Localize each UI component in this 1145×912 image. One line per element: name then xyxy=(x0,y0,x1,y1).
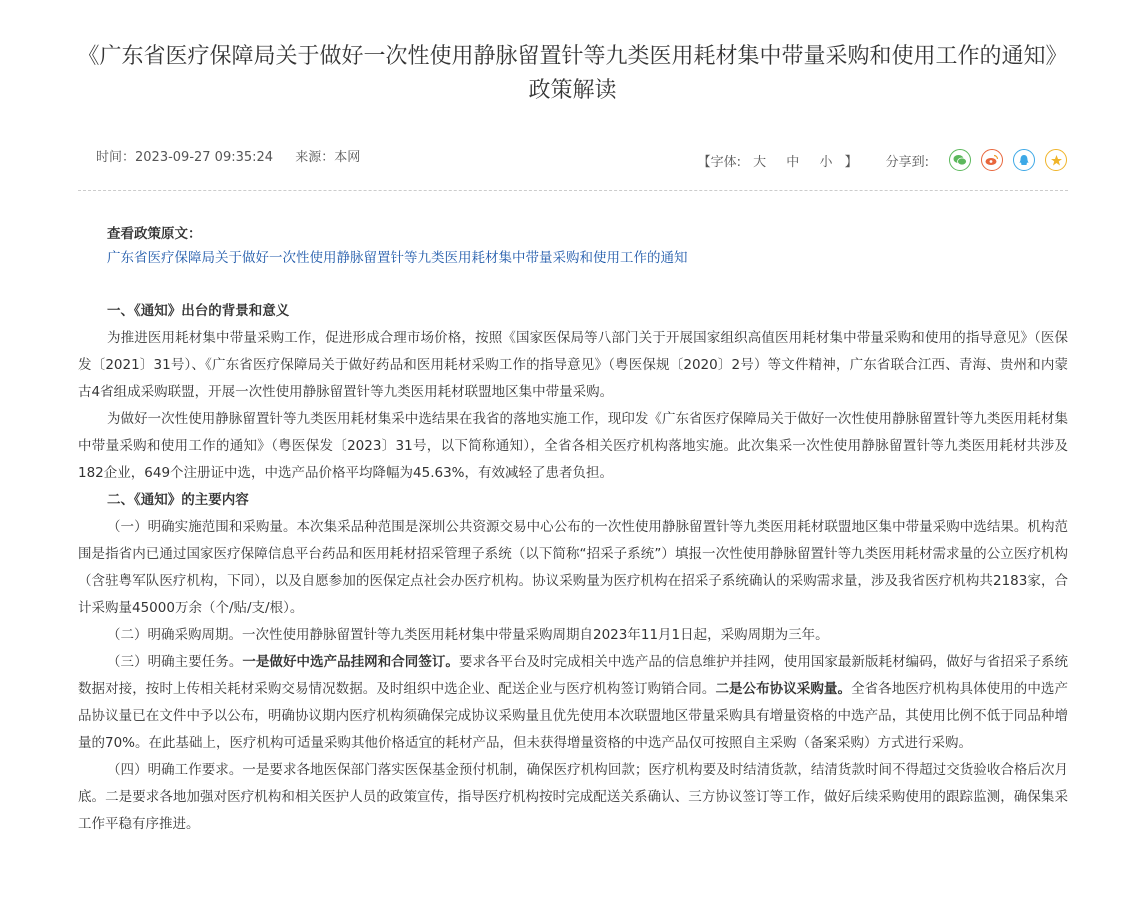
font-size-label-close: 】 xyxy=(844,154,858,170)
task-two-text: 全省各地医疗机构具体使用的中选产品协议量已在文件中予以公布，明确协议期内医疗机构须确保完成协议采购量且优先使用本次联盟地区带量采购具有增量资格的中选产品，其使用比例不低于同品种增量的70%。在此基础上，医疗机构可适量采购其他价格适宜的耗材产品，但未获得增量资格的中选产品仅可按照自主采购（备案采购）方式进行采购。 xyxy=(78,681,1068,751)
font-size-label: 【字体: xyxy=(697,154,741,170)
article-tools xyxy=(698,149,1067,171)
font-size-medium-button[interactable]: 中 xyxy=(786,154,800,170)
article-body xyxy=(78,222,1068,838)
weibo-icon[interactable] xyxy=(981,149,1003,171)
section-1-paragraph-1: 为推进医用耗材集中带量采购工作，促进形成合理市场价格，按照《国家医保局等八部门关于开展国家组织高值医用耗材集中带量采购和使用的指导意见》（医保发〔2021〕31号）、《广东省医疗保障局关于做好药品和医用耗材采购工作的指导意见》（粤医保规〔2020〕2号）等文件精神，广东省联合江西、青海、贵州和内蒙古4省组成采购联盟，开展一次性使用静脉留置针等九类医用耗材联盟地区集中带量采购。 xyxy=(78,330,1068,400)
font-size-small-button[interactable]: 小 xyxy=(819,154,833,170)
spacer xyxy=(78,270,1068,298)
header-divider xyxy=(78,190,1068,191)
qzone-icon[interactable] xyxy=(1045,149,1067,171)
section-1-paragraph-2: 为做好一次性使用静脉留置针等九类医用耗材集采中选结果在我省的落地实施工作，现印发《广东省医疗保障局关于做好一次性使用静脉留置针等九类医用耗材集中带量采购和使用工作的通知》（粤医保发〔2023〕31号，以下简称通知），全省各相关医疗机构落地实施。此次集采一次性使用静脉留置针等九类医用耗材共涉及182企业，649个注册证中选，中选产品价格平均降幅为45.63%，有效减轻了患者负担。 xyxy=(78,411,1068,481)
section-2-paragraph-2: （二）明确采购周期。一次性使用静脉留置针等九类医用耗材集中带量采购周期自2023年11月1日起，采购周期为三年。 xyxy=(107,627,829,643)
original-text-link[interactable]: 广东省医疗保障局关于做好一次性使用静脉留置针等九类医用耗材集中带量采购和使用工作的通知 xyxy=(107,250,688,266)
section-2-heading: 二、《通知》的主要内容 xyxy=(107,492,249,508)
publish-time: 时间：2023-09-27 09:35:24 xyxy=(96,150,274,165)
task-intro: （三）明确主要任务。 xyxy=(107,654,243,670)
article-meta xyxy=(96,146,378,165)
article-title xyxy=(0,40,1145,108)
task-one-text: 要求各平台及时完成相关中选产品的信息维护并挂网，使用国家最新版耗材编码，做好与省招采子系统数据对接，按时上传相关耗材采购交易情况数据。及时组织中选企业、配送企业与医疗机构签订购销合同。 xyxy=(78,654,1069,697)
task-one-title: 一是做好中选产品挂网和合同签订。 xyxy=(242,654,459,670)
share-label: 分享到: xyxy=(885,154,929,170)
qq-icon[interactable] xyxy=(1013,149,1035,171)
section-1-heading: 一、《通知》出台的背景和意义 xyxy=(107,303,290,319)
original-text-label: 查看政策原文： xyxy=(107,226,202,242)
title-line-2: 政策解读 xyxy=(528,78,617,103)
wechat-icon[interactable] xyxy=(949,149,971,171)
title-line-1: 《广东省医疗保障局关于做好一次性使用静脉留置针等九类医用耗材集中带量采购和使用工作的通知》 xyxy=(77,44,1068,69)
article-source: 来源：本网 xyxy=(295,150,361,165)
font-size-large-button[interactable]: 大 xyxy=(753,154,767,170)
section-2-paragraph-3 xyxy=(78,649,1068,757)
font-size-control xyxy=(698,151,858,170)
section-2-paragraph-4: （四）明确工作要求。一是要求各地医保部门落实医保基金预付机制，确保医疗机构回款；医疗机构要及时结清货款，结清货款时间不得超过交货验收合格后次月底。二是要求各地加强对医疗机构和相关医护人员的政策宣传，指导医疗机构按时完成配送关系确认、三方协议签订等工作，做好后续采购使用的跟踪监测，确保集采工作平稳有序推进。 xyxy=(78,762,1068,832)
section-2-paragraph-1: （一）明确实施范围和采购量。本次集采品种范围是深圳公共资源交易中心公布的一次性使用静脉留置针等九类医用耗材联盟地区集中带量采购中选结果。机构范围是指省内已通过国家医疗保障信息平台药品和医用耗材招采管理子系统（以下简称“招采子系统”）填报一次性使用静脉留置针等九类医用耗材需求量的公立医疗机构（含驻粤军队医疗机构，下同），以及自愿参加的医保定点社会办医疗机构。协议采购量为医疗机构在招采子系统确认的采购需求量，涉及我省医疗机构共2183家，合计采购量45000万余（个/贴/支/根）。 xyxy=(78,519,1068,616)
task-two-title: 二是公布协议采购量。 xyxy=(715,681,852,697)
